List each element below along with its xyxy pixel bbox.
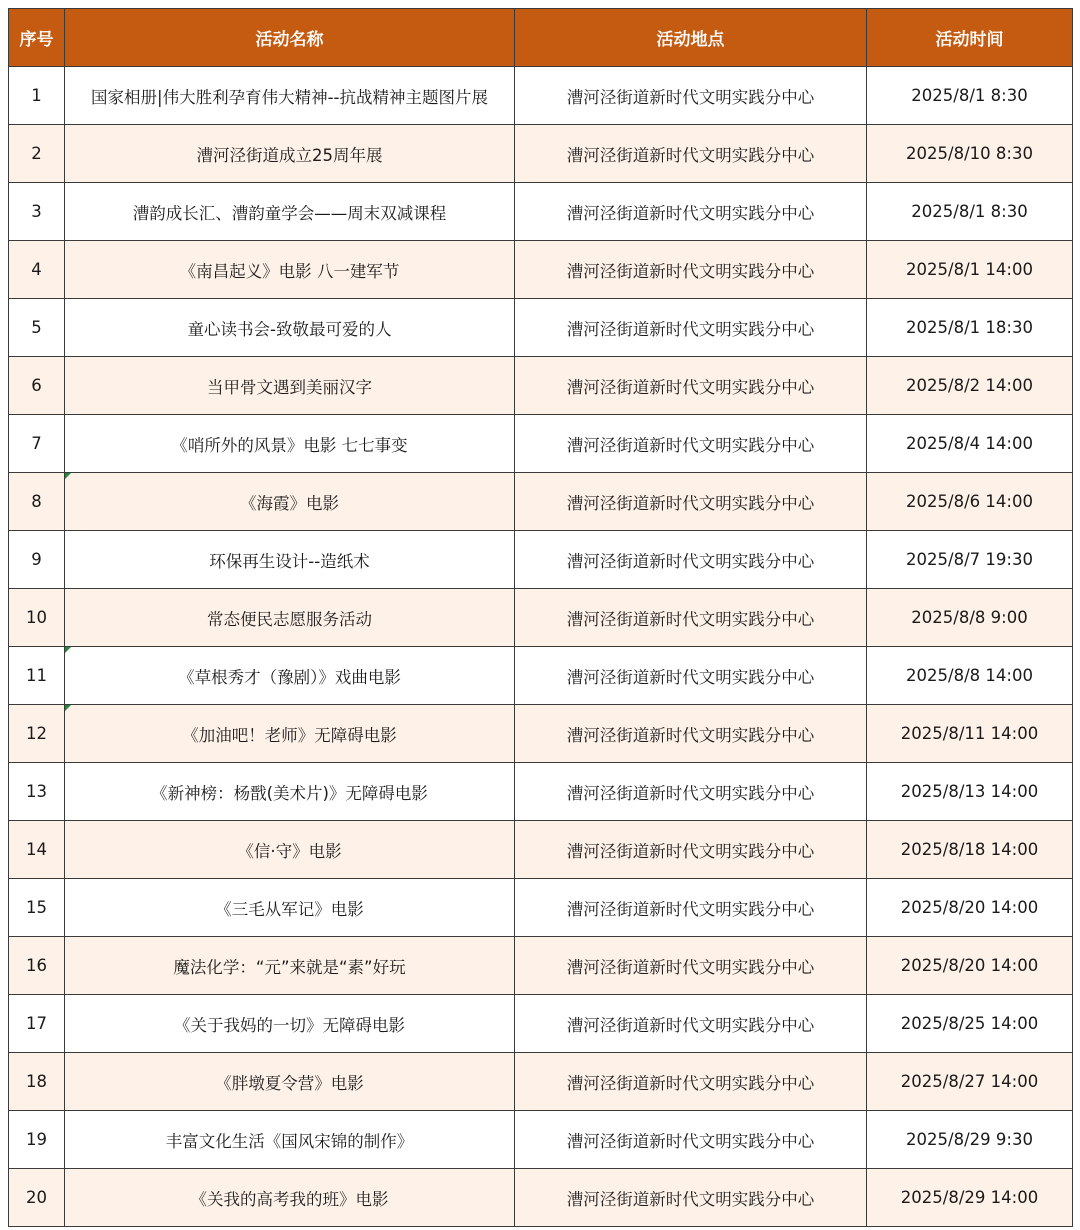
cell-name: 《加油吧！老师》无障碍电影 (65, 705, 515, 763)
cell-location: 漕河泾街道新时代文明实践分中心 (515, 1053, 867, 1111)
cell-name: 丰富文化生活《国风宋锦的制作》 (65, 1111, 515, 1169)
table-row (9, 763, 1073, 821)
cell-no: 11 (9, 647, 65, 705)
cell-location: 漕河泾街道新时代文明实践分中心 (515, 1111, 867, 1169)
cell-time: 2025/8/25 14:00 (867, 995, 1073, 1053)
cell-location: 漕河泾街道新时代文明实践分中心 (515, 415, 867, 473)
cell-location: 漕河泾街道新时代文明实践分中心 (515, 995, 867, 1053)
cell-name: 童心读书会-致敬最可爱的人 (65, 299, 515, 357)
table-row (9, 1053, 1073, 1111)
header-name: 活动名称 (65, 9, 515, 67)
cell-location: 漕河泾街道新时代文明实践分中心 (515, 647, 867, 705)
cell-no: 17 (9, 995, 65, 1053)
cell-no: 10 (9, 589, 65, 647)
cell-location: 漕河泾街道新时代文明实践分中心 (515, 241, 867, 299)
cell-name: 《海霞》电影 (65, 473, 515, 531)
header-row (9, 9, 1073, 67)
table-row (9, 995, 1073, 1053)
cell-location: 漕河泾街道新时代文明实践分中心 (515, 473, 867, 531)
cell-name: 常态便民志愿服务活动 (65, 589, 515, 647)
cell-name: 《新神榜：杨戬(美术片)》无障碍电影 (65, 763, 515, 821)
cell-time: 2025/8/29 14:00 (867, 1169, 1073, 1227)
cell-time: 2025/8/20 14:00 (867, 879, 1073, 937)
cell-time: 2025/8/8 9:00 (867, 589, 1073, 647)
cell-name: 魔法化学：“元”来就是“素”好玩 (65, 937, 515, 995)
activity-table (8, 8, 1073, 1227)
cell-time: 2025/8/11 14:00 (867, 705, 1073, 763)
cell-location: 漕河泾街道新时代文明实践分中心 (515, 299, 867, 357)
cell-location: 漕河泾街道新时代文明实践分中心 (515, 589, 867, 647)
table-row (9, 1169, 1073, 1227)
cell-no: 8 (9, 473, 65, 531)
cell-time: 2025/8/8 14:00 (867, 647, 1073, 705)
cell-no: 4 (9, 241, 65, 299)
cell-location: 漕河泾街道新时代文明实践分中心 (515, 357, 867, 415)
table-row (9, 357, 1073, 415)
cell-location: 漕河泾街道新时代文明实践分中心 (515, 67, 867, 125)
cell-location: 漕河泾街道新时代文明实践分中心 (515, 879, 867, 937)
cell-name: 《草根秀才（豫剧）》戏曲电影 (65, 647, 515, 705)
cell-time: 2025/8/1 8:30 (867, 67, 1073, 125)
table-row (9, 589, 1073, 647)
table-row (9, 705, 1073, 763)
cell-name: 《三毛从军记》电影 (65, 879, 515, 937)
cell-no: 5 (9, 299, 65, 357)
cell-no: 7 (9, 415, 65, 473)
cell-location: 漕河泾街道新时代文明实践分中心 (515, 183, 867, 241)
cell-name: 《关于我妈的一切》无障碍电影 (65, 995, 515, 1053)
cell-time: 2025/8/6 14:00 (867, 473, 1073, 531)
cell-time: 2025/8/13 14:00 (867, 763, 1073, 821)
table-row (9, 473, 1073, 531)
cell-no: 18 (9, 1053, 65, 1111)
table-body (9, 67, 1073, 1227)
cell-time: 2025/8/20 14:00 (867, 937, 1073, 995)
table-row (9, 125, 1073, 183)
table-row (9, 1111, 1073, 1169)
cell-name: 当甲骨文遇到美丽汉字 (65, 357, 515, 415)
cell-location: 漕河泾街道新时代文明实践分中心 (515, 763, 867, 821)
cell-name: 国家相册|伟大胜利孕育伟大精神--抗战精神主题图片展 (65, 67, 515, 125)
cell-time: 2025/8/27 14:00 (867, 1053, 1073, 1111)
cell-name: 漕河泾街道成立25周年展 (65, 125, 515, 183)
cell-name: 《哨所外的风景》电影 七七事变 (65, 415, 515, 473)
table-row (9, 937, 1073, 995)
cell-location: 漕河泾街道新时代文明实践分中心 (515, 821, 867, 879)
cell-no: 12 (9, 705, 65, 763)
table-row (9, 67, 1073, 125)
cell-name: 《南昌起义》电影 八一建军节 (65, 241, 515, 299)
cell-name: 《胖墩夏令营》电影 (65, 1053, 515, 1111)
cell-no: 19 (9, 1111, 65, 1169)
cell-time: 2025/8/2 14:00 (867, 357, 1073, 415)
table-row (9, 241, 1073, 299)
table-row (9, 647, 1073, 705)
cell-no: 1 (9, 67, 65, 125)
header-no: 序号 (9, 9, 65, 67)
cell-time: 2025/8/1 18:30 (867, 299, 1073, 357)
table-row (9, 415, 1073, 473)
cell-no: 16 (9, 937, 65, 995)
activity-schedule (8, 8, 1072, 1227)
cell-location: 漕河泾街道新时代文明实践分中心 (515, 705, 867, 763)
cell-time: 2025/8/1 14:00 (867, 241, 1073, 299)
table-row (9, 531, 1073, 589)
cell-location: 漕河泾街道新时代文明实践分中心 (515, 937, 867, 995)
cell-no: 6 (9, 357, 65, 415)
cell-location: 漕河泾街道新时代文明实践分中心 (515, 531, 867, 589)
header-location: 活动地点 (515, 9, 867, 67)
cell-name: 《信·守》电影 (65, 821, 515, 879)
cell-time: 2025/8/1 8:30 (867, 183, 1073, 241)
cell-no: 20 (9, 1169, 65, 1227)
cell-no: 2 (9, 125, 65, 183)
cell-time: 2025/8/29 9:30 (867, 1111, 1073, 1169)
cell-time: 2025/8/4 14:00 (867, 415, 1073, 473)
cell-location: 漕河泾街道新时代文明实践分中心 (515, 1169, 867, 1227)
cell-no: 13 (9, 763, 65, 821)
table-row (9, 879, 1073, 937)
cell-time: 2025/8/10 8:30 (867, 125, 1073, 183)
cell-name: 漕韵成长汇、漕韵童学会——周末双减课程 (65, 183, 515, 241)
cell-no: 14 (9, 821, 65, 879)
cell-name: 《关我的高考我的班》电影 (65, 1169, 515, 1227)
table-row (9, 821, 1073, 879)
cell-name: 环保再生设计--造纸术 (65, 531, 515, 589)
cell-no: 15 (9, 879, 65, 937)
table-row (9, 299, 1073, 357)
cell-time: 2025/8/18 14:00 (867, 821, 1073, 879)
cell-location: 漕河泾街道新时代文明实践分中心 (515, 125, 867, 183)
header-time: 活动时间 (867, 9, 1073, 67)
table-row (9, 183, 1073, 241)
cell-no: 9 (9, 531, 65, 589)
table-header (9, 9, 1073, 67)
cell-time: 2025/8/7 19:30 (867, 531, 1073, 589)
cell-no: 3 (9, 183, 65, 241)
